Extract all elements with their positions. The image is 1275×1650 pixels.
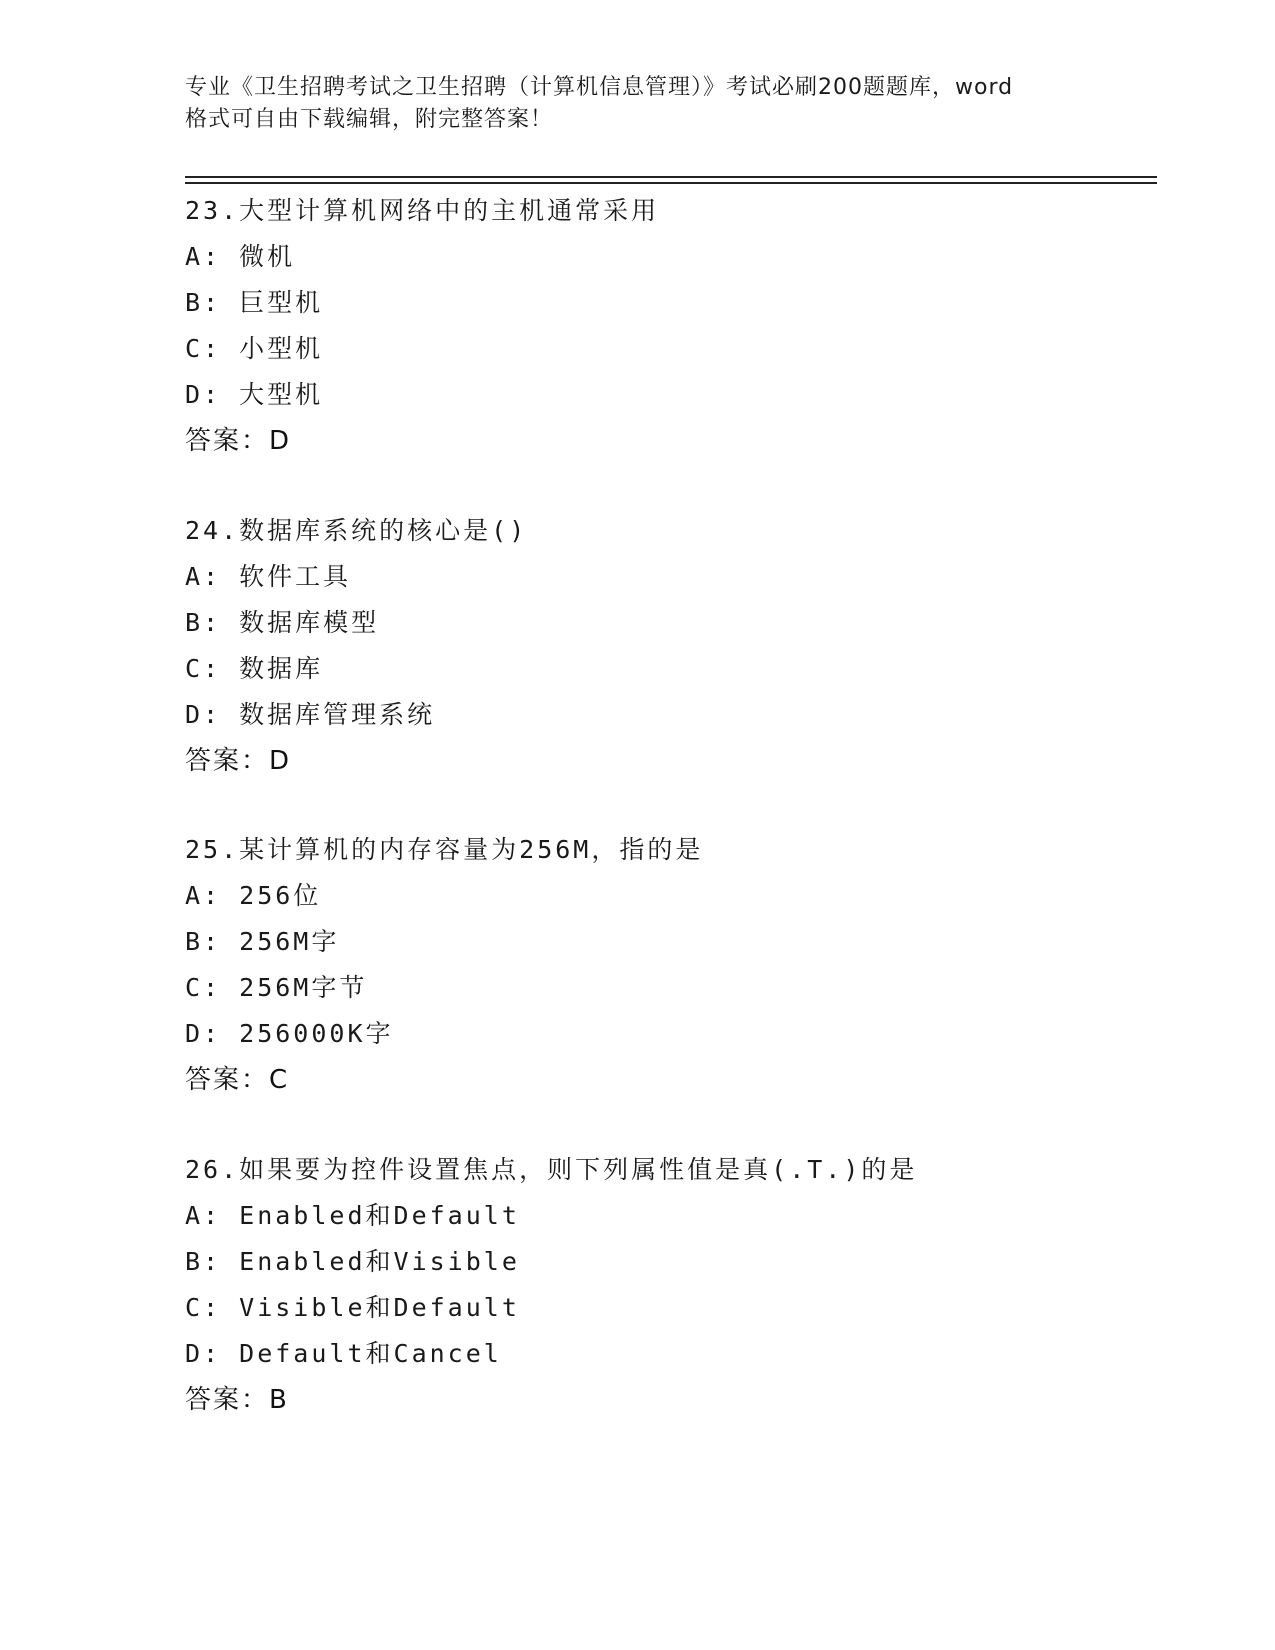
- option-c: C: 256M字节: [185, 973, 368, 1002]
- question-stem: 24.数据库系统的核心是(): [185, 516, 528, 545]
- question-25: [185, 827, 1145, 1103]
- question-stem: 26.如果要为控件设置焦点，则下列属性值是真(.T.)的是: [185, 1155, 918, 1184]
- document-header: [185, 72, 1085, 136]
- question-stem: 23.大型计算机网络中的主机通常采用: [185, 196, 660, 225]
- option-b: B: Enabled和Visible: [185, 1247, 520, 1276]
- header-divider-top: [185, 176, 1157, 178]
- answer-line: 答案：D: [185, 746, 292, 776]
- header-divider-bottom: [185, 182, 1157, 184]
- question-24: [185, 508, 1145, 784]
- option-d: D: 大型机: [185, 380, 324, 409]
- option-a: A: 微机: [185, 242, 296, 271]
- option-c: C: 小型机: [185, 334, 324, 363]
- option-b: B: 数据库模型: [185, 608, 380, 637]
- option-b: B: 巨型机: [185, 288, 324, 317]
- question-26: [185, 1147, 1145, 1423]
- option-d: D: 数据库管理系统: [185, 700, 436, 729]
- question-stem: 25.某计算机的内存容量为256M，指的是: [185, 835, 704, 864]
- option-d: D: 256000K字: [185, 1019, 394, 1048]
- option-c: C: Visible和Default: [185, 1293, 520, 1322]
- option-b: B: 256M字: [185, 927, 340, 956]
- option-a: A: 软件工具: [185, 562, 352, 591]
- answer-line: 答案：B: [185, 1385, 289, 1415]
- option-d: D: Default和Cancel: [185, 1339, 502, 1368]
- answer-line: 答案：C: [185, 1065, 290, 1095]
- header-line-1: 专业《卫生招聘考试之卫生招聘（计算机信息管理）》考试必刷200题题库，word: [185, 75, 1014, 100]
- option-a: A: 256位: [185, 881, 322, 910]
- header-line-2: 格式可自由下载编辑，附完整答案！: [185, 107, 554, 132]
- question-23: [185, 188, 1145, 464]
- option-a: A: Enabled和Default: [185, 1201, 520, 1230]
- option-c: C: 数据库: [185, 654, 324, 683]
- answer-line: 答案：D: [185, 426, 292, 456]
